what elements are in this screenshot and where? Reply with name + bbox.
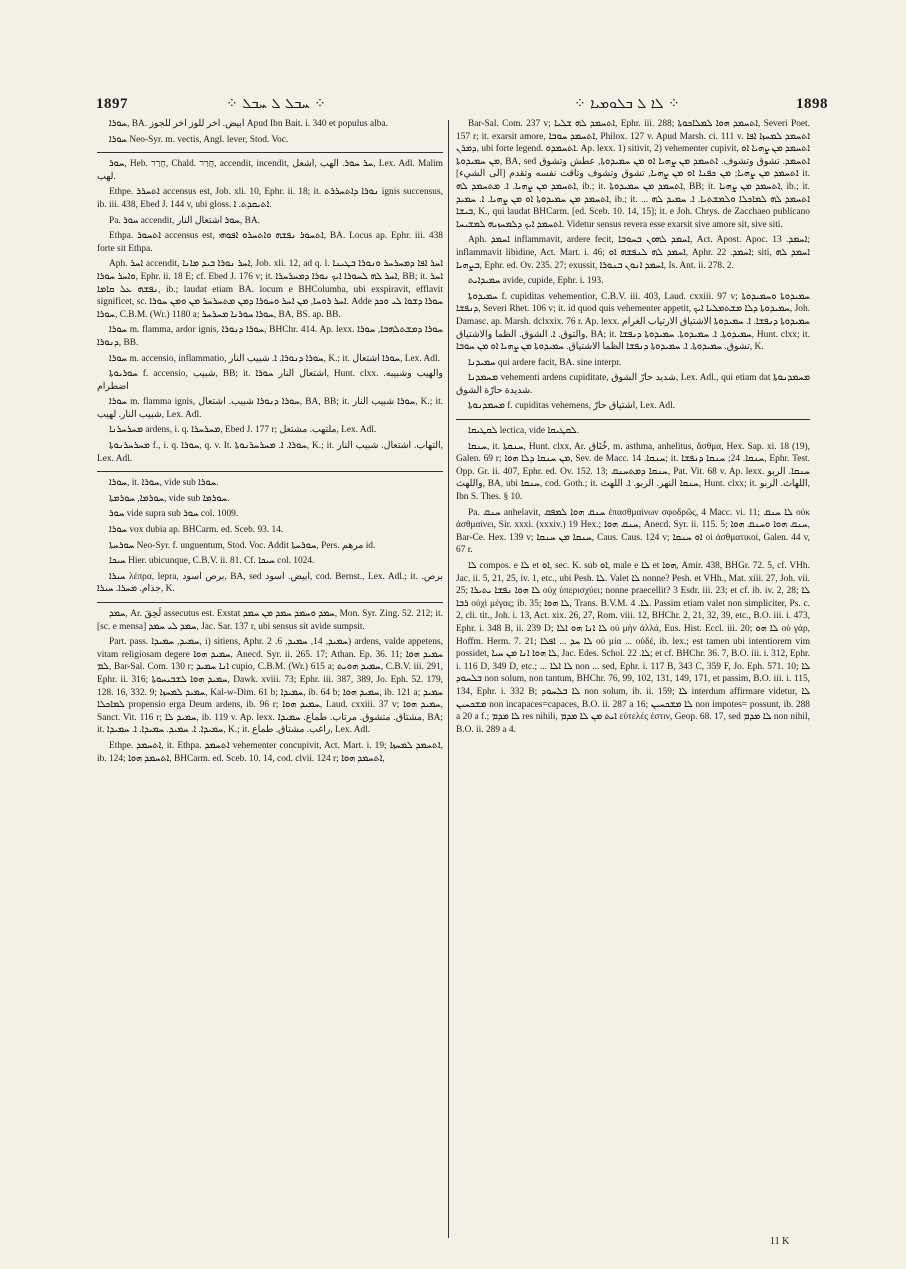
left-column — [97, 118, 443, 1243]
dictionary-entry: Bar-Sal. Com. 237 v; ܐܬܚܡܕ ܠܗ ܫܠܝܐ, Ephr. iii. 288; ܐܬܚܡܕ ܗܘܐ ܠܡܠܐܟܘܬܐ, Severi Poet. 157 r; it. exarsit amore, ܐܬܚܡܕ ܚܘܒܐ, Philox. 127 v. Apud Marsh. ci. 111 v. ܐܬܚܡܕ ܠܡܚܙܐ ܐܦܐ ܕܡܪܢ, ubi forte legend. ܐܬܚܡܕܘ. Ap. lexx. 1) sitivit, 2) vehementer cupivit, ܐܬܚܡܕ ܡܢ ܨܗܝܐ ܐܘ ܡܢ ܚܡܝܕܘܬܐ, BA, sed ܐܬܚܡܕ. تشوق وتشوف. ܐܬܚܡܕ ܡܢ ܨܗܝܐ ܐܘ ܡܢ ܚܡܝܕܘܬܐ, عطش وتشوق ܐܬܚܡܕ ܡܢ ܨܗܝܐ; ܡܢ ܟܦܢܐ ܐܘ ܡܢ ܨܗܝܐ, تشوق وتشوف وتاقت نفسه وتقدم [الى الشيء] it. ܐܬܚܡܕ ܡܢ ܨܗܝܐ. ܐ. ܡܬܚܡܕ ܠܗ, ib.; it. ܐܬܚܡܕ ܡܢ ܚܡܝܕܘܬܐ, BB; it. ܐܬܚܡܕ ܡܢ ܨܗܝܐ, ib.; it. ܐܬܚܡܕ ܡܢ ܚܡܝܕܘܬܐ ܐܘ ܡܢ ܨܗܝܐ. ܐ. ܚܡܝܕ, ib.; it. ... ܐܬܚܡܕ ܠܗ ܠܡܐܟܠܐ ܘܠܡܫܬܝܐ. ܐ. ܚܡܝܕ ܠܗ ܒܝܫܐ, K., qui laudat BHCarm. [ed. Sceb. 10. 14, 15]; it. e Joh. Chrys. de Zacchaeo publicano ܐܬܚܡܕ ܐܝܟ ܕܠܡܚܙܝܗ ܠܡܫܝܚܐ. Videtur sensus revera esse exarsit sive amore sit, sive siti. — [456, 119, 810, 230]
dictionary-entry: ܚܘܪܐ vox dubia ap. BHCarm. ed. Sceb. 93. 14. — [109, 525, 284, 536]
section-rule — [97, 152, 443, 153]
dictionary-entry: ܚܝܪܐ λέπρα, lepra, برص اسود, BA, sed ابيض. اسود, cod. Bernst., Lex. Adl.; it. برص. جذام. ܡܚܪܐ. ܚܝܪܐ, K. — [97, 571, 443, 595]
dictionary-entry: ܡܚܡܕܢܘܬܐ f. cupiditas vehemens, اشتياق حارّ, Lex. Adl. — [468, 401, 676, 412]
dictionary-entry: ܚܘܪܐ Neo-Syr. m. vectis, Angl. lever, Stod. Voc. — [109, 134, 289, 145]
dictionary-entry: ܚܡܝܕܢܐ qui ardere facit, BA. sine interpr. — [468, 357, 622, 368]
dictionary-entry: ܚܘܪܐ m. flamma, ardor ignis, ܚܘܪܐ ܕܢܘܪܐ, BHChr. 414. Ap. lexx. ܚܘܪܐ ܕܡܫܬܠܗܒܐ, ܚܘܪܐ ܕܢܘܪܐ, BB. — [97, 325, 443, 348]
dictionary-entry: Aph. ܐܚܡܕ inflammavit, ardere fecit, ܐܚܡܕ ܠܗܘܢ ܒܚܘܒܐ, Act. Apost. Apoc. ܐܚܡܕ. 13; inflammavit libidine, Act. Mart. i. 46; ܐܚܡܕ ܠܗ ܠܢܦܫܗ ܐܘ, Aphr. ܐܚܡܕ. 22; siti, ܐܚܡܕ ܠܗ ܒܨܗܝܐ, Ephr. ed. Ov. 235. 27; exussit, ܐܚܡܕ ܐܢܘܢ ܒܢܘܪܐ, Is. Ant. ii. 278. 2. — [456, 235, 810, 271]
dictionary-entry: Ethpe. ܐܬܚܪܪ accensus est, Job. xli. 10, Ephr. ii. 18; it. ܢܘܪܐ ܕܐܬܚܪܪܬ ignis succensus, ib. iii. 438, Ebed J. 144 v, ubi gloss. ܐܬܝܩܕܬ. ܐ. — [97, 187, 443, 210]
dictionary-entry: ܚܢܩܐ, it. ܚܢܩܬܐ, Hunt. clxx, Ar. خُنَاق, m. asthma, anhelitus, ἄσθμα, Hex. Sap. xi. 18 (19), Galen. 69 r; ܡܢ ܚܢܩܐ ܕܠܐ ܗܘܐ, Sev. de Macc. ܚܢܩܐ. 14; it. ܚܢܩܐ. 24; ܚܢܩܐ ܕܢܦܫܐ, Ephr. Test. Opp. Gr. ii. 407, Ephr. ed. Ov. 152. 13; ܚܢܩܐ ܕܡܬܚܢܩ, Pat. Vit. 68 v. Ap. lexx. ܚܢܩܐ. الربو واللهث, BA, ubi ܚܢܩܐ, cod. Goth.; it. ܚܢܩܐ النهر. الربو. ܐ. اللهث, Hunt. clxx; it. اللهاث. الربو, Ibn S. Thes. § 10. — [456, 441, 810, 503]
dictionary-entry: ܚܝܟܐ Hier. ubicunque, C.B.V. ii. 81. Cf. ܚܝܟܐ col. 1024. — [109, 556, 315, 567]
section-rule — [97, 471, 443, 472]
column-divider — [448, 120, 449, 1238]
dictionary-entry: ܚܘܪܐ, it. ܚܘܪܐ, vide sub ܚܘܪܐ. — [109, 478, 219, 489]
dictionary-entry: ܚܘܪܐ m. accensio, inflammatio, ܚܘܪܐ ܕܢܘܪܐ. ܐ. شبيب النار, K.; it. ܚܘܪܐ اشتعال, Lex. Adl. — [109, 353, 440, 364]
dictionary-entry: ܡܚܡܕܢܐ vehementi ardens cupiditate, شديد حارّ الشوق, Lex. Adl., qui etiam dat ܡܚܡܕܢܘܬܐ شديدة حارّة الشوق. — [456, 373, 810, 396]
dictionary-entry: Part. pass. ܚܡܝܕ, ܚܡܝܕܐ, i) sitiens, Aphr. ܚܡܝܕ, 14, ܚܡܝܕ, 6. 2) ardens, valde appetens, vitam religiosam degere ܚܡܝܕ ܗܘܐ, Anecd. Syr. ii. 265. 17; Athan. Ep. 36. 11; ܚܡܝܕ ܗܘܐ ܠܡ, Bar-Sal. Com. 130 r; ܐܢܐ ܚܡܝܕ cupio, C.B.M. (Wr.) 615 a; ܚܡܝܕ ܗܘܝܬ, C.B.V. iii. 291, Ephr. ii. 316; ܚܡܝܕ ܗܘܐ ܠܫܒܝܚܘܬܐ, Dawk. xviii. 73; Ephr. iii. 387, 389, Jo. Eph. 52. 179, 128. 16, 332. 9; ܚܡܝܕ ܠܡܚܙܐ, Kal-w-Dim. 61 b; ܚܡܝܕܐ, ib. 64 b; ܚܡܝܕ ܗܘܐ, ib. 121 a; ܚܡܝܕ ܠܡܐܟܠܐ propensio erga Deum ardens, ib. 96 r; ܚܡܝܕ ܗܘܐ, Laud. cxxiii. 37 v; ܚܡܝܕ ܗܘܐ, Sanct. Vit. 116 r; ܚܡܝܕ ܠܐ, ib. 119 v. Ap. lexx. مشتاق. متشوق. مرتاب. طماع. ܚܡܝܕܐ, BA; it. ܚܡܝܕܐ. ܐ. ܚܡܝܕ. ܚܡܝܕܐ. ܐ. ܚܡܝܕܐ, K.; it. راغب. مشتاق. طماع, Lex. Adl. — [97, 637, 443, 736]
dictionary-entry: ܚܘܪܐ, BA. ابيض. اخر للوز اخر للجوز Apud Ibn Bait. i. 340 et populus alba. — [109, 119, 388, 129]
dictionary-entry: ܚܘܪܝܘܬܐ f. accensio, شبيب, BB; it. اشتعال النار ܚܘܪܐ, Hunt. clxx. والهيب وشبيبه. اضطرام — [97, 369, 443, 392]
dictionary-entry: ܡܚܪܚܪܢܘܬܐ f., i. q. ܚܘܪܐ, q. v. It. ܚܘܪܐ. ܐ. ܡܚܪܚܪܢܘܬܐ, K.; it. التهاب. اشتعال. شبيب النار, Lex. Adl. — [97, 441, 443, 464]
dictionary-entry: ܚܘܪܚܬܐ Neo-Syr. f. unguentum, Stod. Voc. Addit ܚܘܪܚܬܐ, Pers. مرهم id. — [109, 540, 376, 551]
dictionary-entry: ܠܐ compos. e ܠܐ et ܐܘ, sec. K. sub ܐܘ, male e ܠܐ et ܗܘܐ, Amir. 438, BHGr. 72. 5, cf. VHh. Jac. ii. 5, 21, 25, iv. 1, etc., ubi Pesh. ܠܐ. Valet ܠܐ nonne? Pesh. et VHh., Mat. xiii. 27, Joh. vii. 25; ܠܐ ܗܘܐ ܢܦܫܐ ܝܬܝܪܐ οὐχ ὑπερισχύει; nonne praecellit? 3 Esdr. iii. 23; et cf. ib. iv. 2, 28; ܠܐ ܪܒܐ οὐχὶ μέγας; ib. 35; ܠܐ ܗܘܐ, Trans. B.V.M. ܠܐ. 4. Passim etiam valet non simpliciter, Ps. c. 2, cli. tit., Joh. i. 13, Act. xix. 26, 27, Rom. viii. 12, BHChr. 2, 21, 32, 39, etc., B.O. iii. i. 473, Ephr. i. 348 B, ii. 239 D; ܠܐ ܐܢܐ ܗܘ ܐܠܐ οὐ μὴν ἀλλά, Eus. Hist. Eccl. iii. 20; ܠܐ ܗܘ οὐ γάρ, Hoffm. Herm. 7. 21; ܠܐ ܚܕ ... ܐܦܠܐ οὐ μία ... οὐδέ, ib. lex.; est tamen ubi intentiorem vim possidet, ܠܐ ܗܘܐ ܐܢܐ ܡܢ ܚܝܐ, Jac. Edes. Schol. ܠܐ. 22; et cf. BHChr. 36. 7, B.O. iii. i. 312, Ephr. i. 116 D, 349 D, etc.; ... ܠܐ ܐܠܐ non ... sed, Ephr. i. 117 B, 343 C, 359 F, Jo. Eph. 571. 10; ܠܐ ܒܠܚܘܕ non solum, non tantum, BHChr. 76, 99, 102, 131, 149, 171, et passim, B.O. iii. i. 115, 134, Ephr. i. 332 B; ܠܐ ܒܠܚܘܕ non solum, ib. ii. 159; ܠܐ interdum affirmare videtur, ܠܐ ܡܫܟܚܝܢ non incapaces=capaces, B.O. ii. 287 a 16; ܠܐ ܡܫܟܚܝܢ non impotes= possunt, ib. 288 a 20 a f.; ܠܐ ܡܕܡ res nihili, ܐܝܬ ܡܢ ܠܐ ܡܕܡ εὐτελές ἐστιν, Geop. 68. 17, sed ܠܐ ܡܕܡ non nihil, B.O. ii. 289 a 4. — [456, 561, 810, 735]
signature-mark: 11 K — [770, 1236, 790, 1247]
dictionary-entry: ܚܘܪ, Heb. חָרַר, Chald. חֲרַר, accendit, incendit, ܚܪ ܚܘܪ. الهب ,اشعل, Lex. Adl. Malim لهب. — [97, 159, 443, 182]
page-header — [0, 96, 906, 120]
right-page-number: 1898 — [796, 96, 828, 112]
right-running-head: ⁘ ܠܐ ܠ ܒܠܘܡܝܐ ⁘ — [574, 96, 680, 112]
dictionary-entry: ܚܘܪܡܐ, ܚܘܪܡܬܐ, vide sub ܚܘܪܡܐ. — [109, 493, 230, 504]
dictionary-entry: Ethpe. ܐܬܚܡܕ, it. Ethpa. ܐܬܚܡܕ vehementer concupivit, Act. Mart. i. 19; ܐܬܚܡܕ ܠܡܚܙܐ, ib. 124; ܐܬܚܡܕ ܗܘܐ, BHCarm. ed. Sceb. 10. 14, cod. clvii. 124 r; ܐܬܚܡܕ ܗܘܐ, — [97, 740, 443, 764]
dictionary-entry: ܠܩܛܝܩܐ lectica, vide ܠܩܛܝܩܐ. — [468, 426, 580, 437]
dictionary-entry: ܚܡܝܕܘܬܐ f. cupiditas vehementior, C.B.V. iii. 403, Laud. cxxiii. 97 v; ܚܡܝܕܘܬܐ ܘܚܡܝܕܘܬܐ ܕܢܦܫܐ, Severi Rhet. 106 v; it. id quod quis vehementer appetit, ܚܡܝܕܘܬܐ ܕܠܐ ܡܫܬܡܠܝܐ ܐܝܟ, Joh. Damasc. ap. Marsh. dclxxix. 76 r. Ap. lexx. ܚܡܝܕܘܬܐ ܕܢܦܫܐ. ܐ. ܚܡܝܕܘܬܐ الاشتياق الارتياب الغرام والتوق. ܐ. الشوق. الظما والاشتياق, BA; it. ܚܡܝܕܘܬܐ. ܐ. ܚܡܝܕܘܬܐ. ܚܡܝܕܘܬܐ ܕܢܦܫܐ, Hunt. clxx; it. تشوق. ܚܡܝܕܘܬܐ. ܐ. ܚܡܝܕܘܬܐ ܕܢܦܫܐ الظما الاشتياق. ܚܡܝܕܘܬܐ ܡܢ ܨܗܝܐ ܐܘ ܡܢ ܚܘܒܐ, K. — [456, 291, 810, 353]
dictionary-entry: ܚܡܕ, Ar. لَحِقَ assecutus est. Exstat ܚܡܕ ܘܚܡܕ ܚܡܕ ܡܢ ܚܡܕ, Mon. Syr. Zing. 52. 212; it. [sc. e mensa] ܚܡܕ ܠܝ ܚܡܕ, Jac. Sar. 137 r, ubi sensus sit avide sumpsit. — [97, 609, 443, 632]
dictionary-entry: Aph. ܐܚܪ accendit, ܐܚܪ ܢܘܪܐ ܒܝܕ ܡܐܢܐ, Job. xli. 12, ad q. l. ܐܚܪ ܐܦܐ ܕܡܚܪܚܪ ܘܢܘܪܐ ܒܛܝܢܐ ܘܐܚܪ ܚܘܪܐ, Ephr. ii. 18 E; cf. Ebed J. 176 v; it. ܐܚܪ ܠܗ ܠܚܘܪܐ ܐܝܟ ܢܘܪܐ ܕܡܚܪܚܪܐ, BB; it. ܐܚܪ ܢܦܫܗ ܥܠ ܩܐܡܐ, ib.; laudat etiam BA. locum e BHColumba, ubi exspiravit, efflavit significet, sc. ܐܚܪ ܪܘܚܐ, ܡܢ ܐܚܪ ܘܚܘܪܐ ܕܡܢ ܡܬܚܪܚܪ ܡܢ ܘܡܢ ܚܘܪܐ. Adde ܚܘܪܐ ܕܫܘܐ ܠܝ ܘܟܕ ܚܘܪܐ, C.B.M. (Wr.) 1180 a; ܚܘܪܐ ܚܘܪܢܐ ܡܚܪܚܪ, BA, BS. ap. BB. — [97, 259, 443, 320]
dictionary-entry: Pa. ܚܢܩ anhelavit, ܚܢܩ ܗܘܐ ܠܡܦܩ ἐπασθμαίνων σφοδρῶς, 4 Macc. vi. 11; ܠܐ ܚܢܩ οὐκ ἀσθμαίνει, Sir. xxxi. (xxxiv.) 19 Hex.; ܚܢܩ ܗܘܐ, Anecd. Syr. ii. 115. 5; ܚܢܩ ܗܘܐ ܘܚܢܩ ܗܘܐ, Bar-Ce. Hex. 139 v; ܚܢܩܐ ܡܢ ܚܢܩܐ, Caus. Caus. 124 v; ܐܘ ܚܢܩܐ οἱ ἀσθματικοί, Galen. 44 v, 67 r. — [456, 507, 810, 556]
left-running-head: ⁘ ܚܒܠ ܠ ܚܒܠ ⁘ — [226, 96, 326, 112]
dictionary-entry: ܚܘܪܐ m. flamma ignis, ܚܘܪܐ ܕܢܘܪܐ شبيب. اشتعال, BA, BB; it. ܚܘܪܐ شبيب النار, K.; it. شبيب النار. لهيب, Lex. Adl. — [97, 397, 443, 420]
dictionary-entry: ܡܚܪܚܪܢܐ ardens, i. q. ܡܚܪܚܪܐ, Ebed J. 177 r; ملتهب. مشتعل, Lex. Adl. — [109, 425, 377, 436]
left-page-number: 1897 — [96, 96, 128, 112]
dictionary-entry: Ethpa. ܐܬܚܘܪ accensus est, ܐܬܚܘܪ ܢܦܫܗ ܘܐܬܚܪܘ ܐܦܘܗܝ, BA. Locus ap. Ephr. iii. 438 forte sit Ethpa. — [97, 231, 443, 254]
dictionary-entry: ܚܘܪ vide supra sub ܚܘܪ col. 1009. — [109, 509, 239, 520]
section-rule — [456, 419, 810, 420]
section-rule — [97, 602, 443, 603]
dictionary-entry: ܚܡܝܕܐܝܬ avide, cupide, Ephr. i. 193. — [468, 276, 604, 287]
right-column — [456, 118, 810, 1243]
dictionary-entry: Pa. ܚܘܪ accendit, ܚܘܪ اشتعال النار, BA. — [109, 215, 260, 226]
